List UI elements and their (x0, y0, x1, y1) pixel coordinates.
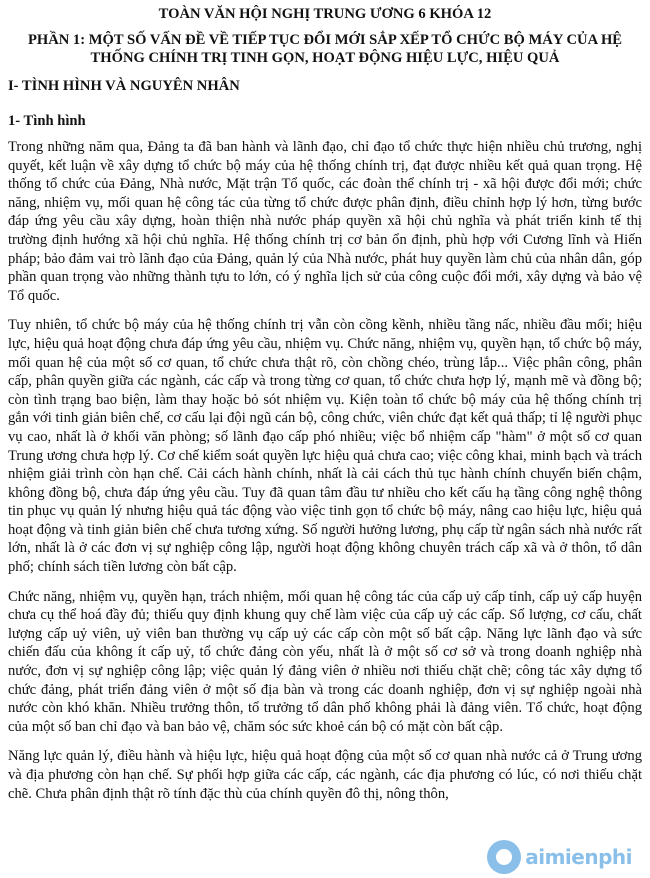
paragraph: Trong những năm qua, Đảng ta đã ban hành và lãnh đạo, chỉ đạo tổ chức thực hiện nhiều chủ trương, nghị quyết, kết luận về xây dựng tổ chức bộ máy của hệ thống chính trị, đạt được nhiều kết quả quan trọng. Hệ thống tổ chức của Đảng, Nhà nước, Mặt trận Tổ quốc, các đoàn thể chính trị - xã hội được đổi mới; chức năng, nhiệm vụ, mối quan hệ công tác của từng tổ chức được phân định, điều chỉnh hợp lý hơn, từng bước đáp ứng yêu cầu xây dựng, hoàn thiện nhà nước pháp quyền xã hội chủ nghĩa và phát triển kinh tế thị trường định hướng xã hội chủ nghĩa. Hệ thống chính trị cơ bản ổn định, phù hợp với Cương lĩnh và Hiến pháp; bảo đảm vai trò lãnh đạo của Đảng, quản lý của Nhà nước, phát huy quyền làm chủ của nhân dân, góp phần quan trọng vào những thành tựu to lớn, có ý nghĩa lịch sử của công cuộc đổi mới, xây dựng và bảo vệ Tổ quốc. (8, 139, 642, 304)
watermark-logo-icon (487, 840, 521, 874)
watermark (487, 840, 632, 874)
paragraph: Chức năng, nhiệm vụ, quyền hạn, trách nhiệm, mối quan hệ công tác của cấp uỷ cấp tỉnh, cấp uỷ cấp huyện chưa cụ thể hoá đầy đủ; thiếu quy định khung quy chế làm việc của cấp uỷ các cấp. Số lượng, cơ cấu, chất lượng cấp uỷ viên, uỷ viên ban thường vụ cấp uỷ các cấp còn một số bất cập. Năng lực lãnh đạo và sức chiến đấu của không ít cấp uỷ, tổ chức đảng còn yếu, nhất là ở một số cơ sở và trong doanh nghiệp nhà nước, đơn vị sự nghiệp công lập; việc quản lý đảng viên ở nhiều nơi thiếu chặt chẽ; công tác xây dựng tổ chức đảng, phát triển đảng viên ở một số địa bàn và trong các doanh nghiệp, đơn vị sự nghiệp ngoài nhà nước còn khó khăn. Nhiều trưởng thôn, tổ trưởng tổ dân phố không phải là đảng viên. Tổ chức, hoạt động của một số ban chỉ đạo và ban bảo vệ, chăm sóc sức khoẻ cán bộ có mặt còn bất cập. (8, 588, 642, 735)
watermark-text: aimienphi (525, 845, 632, 869)
section-heading: I- TÌNH HÌNH VÀ NGUYÊN NHÂN (8, 78, 240, 94)
paragraph: Năng lực quản lý, điều hành và hiệu lực, hiệu quả hoạt động của một số cơ quan nhà nước cả ở Trung ương và địa phương còn hạn chế. Sự phối hợp giữa các cấp, các ngành, các địa phương có lúc, có nơi thiếu chặt chẽ. Chưa phân định thật rõ tính đặc thù của chính quyền đô thị, nông thôn, (8, 748, 642, 802)
document-title: TOÀN VĂN HỘI NGHỊ TRUNG ƯƠNG 6 KHÓA 12 (158, 6, 492, 22)
subsection-heading: 1- Tình hình (8, 113, 86, 129)
paragraph: Tuy nhiên, tổ chức bộ máy của hệ thống chính trị vẫn còn cồng kềnh, nhiều tầng nấc, nhiều đầu mối; hiệu lực, hiệu quả hoạt động chưa đáp ứng yêu cầu, nhiệm vụ. Chức năng, nhiệm vụ, quyền hạn, tổ chức bộ máy, mối quan hệ của một số cơ quan, tổ chức chưa thật rõ, còn chồng chéo, trùng lắp... Việc phân công, phân cấp, phân quyền giữa các ngành, các cấp và trong từng cơ quan, tổ chức chưa hợp lý, mạnh mẽ và đồng bộ; còn tình trạng bao biện, làm thay hoặc bỏ sót nhiệm vụ. Kiện toàn tổ chức bộ máy của hệ thống chính trị gắn với tinh giản biên chế, cơ cấu lại đội ngũ cán bộ, công chức, viên chức đạt kết quả thấp; tỉ lệ người phục vụ cao, nhất là ở khối văn phòng; số lãnh đạo cấp phó nhiều; việc bổ nhiệm cấp "hàm" ở một số cơ quan Trung ương chưa hợp lý. Cơ chế kiểm soát quyền lực hiệu quả chưa cao; việc công khai, minh bạch và trách nhiệm giải trình còn hạn chế. Cải cách hành chính, nhất là cải cách thủ tục hành chính chuyển biến chậm, không đồng bộ, chưa đáp ứng yêu cầu. Tuy đã quan tâm đầu tư nhiều cho kết cấu hạ tầng công nghệ thông tin phục vụ quản lý nhưng hiệu quả tác động vào việc tinh gọn tổ chức bộ máy, nâng cao hiệu lực, hiệu quả hoạt động và tinh giản biên chế chưa tương xứng. Số người hưởng lương, phụ cấp từ ngân sách nhà nước rất lớn, nhất là ở các đơn vị sự nghiệp công lập, người hoạt động không chuyên trách cấp xã và ở thôn, tổ dân phố; chính sách tiền lương còn bất cập. (8, 317, 642, 576)
part-title: PHẦN 1: MỘT SỐ VẤN ĐỀ VỀ TIẾP TỤC ĐỔI MỚI SẮP XẾP TỔ CHỨC BỘ MÁY CỦA HỆ THỐNG CHÍNH TRỊ TINH GỌN, HOẠT ĐỘNG HIỆU LỰC, HIỆU QUẢ (27, 32, 623, 66)
